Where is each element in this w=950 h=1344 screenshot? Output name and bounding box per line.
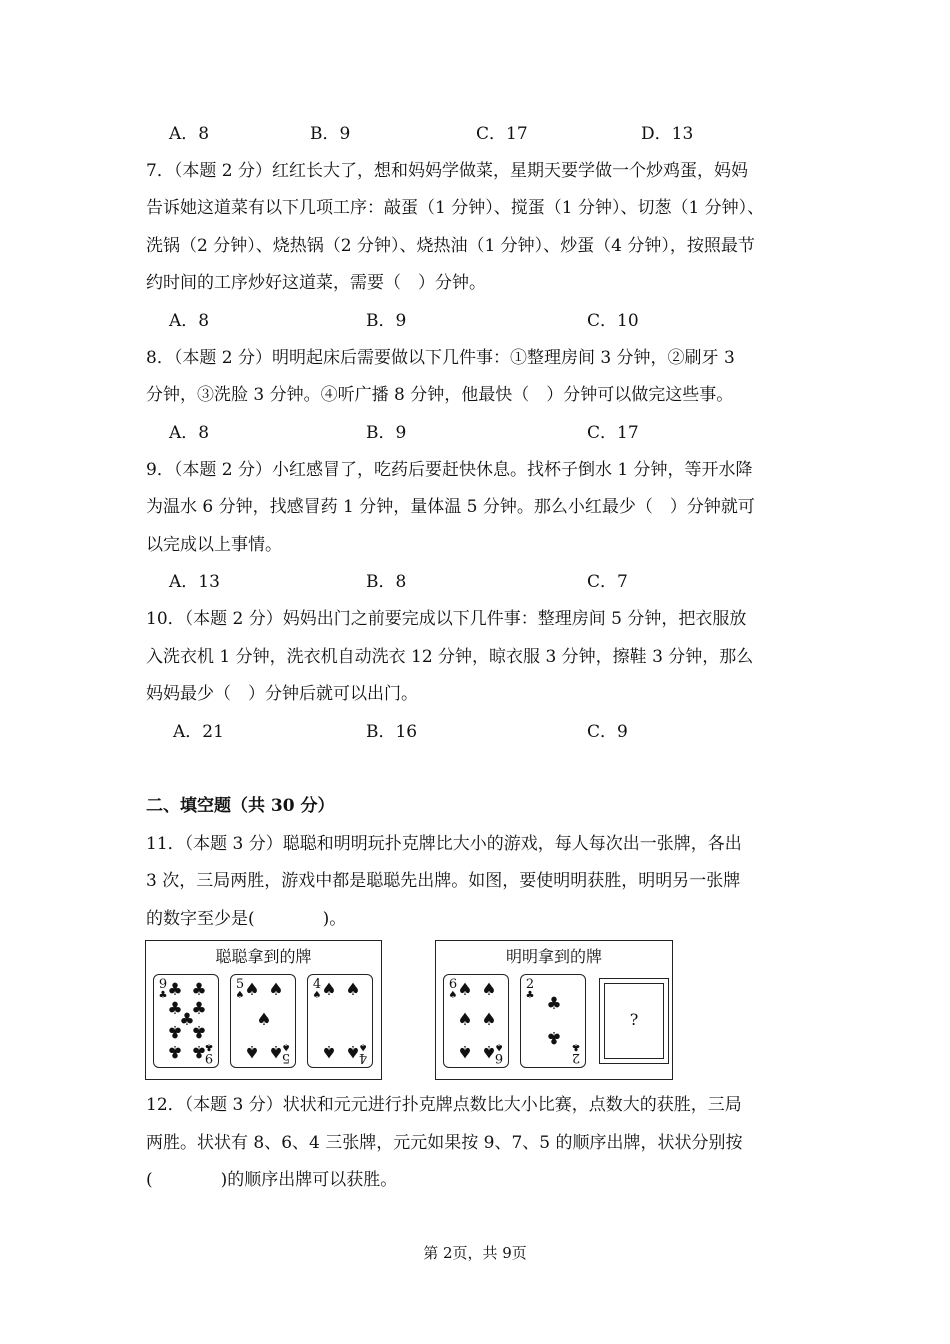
card-suit: ♠ — [494, 1041, 504, 1052]
spade-icon: ♠ — [481, 980, 497, 1000]
club-icon: ♣ — [191, 1041, 207, 1061]
card-rank: 2 — [525, 977, 535, 992]
q10-option-c: C．9 — [587, 722, 628, 742]
figure-title: 明明拿到的牌 — [505, 947, 602, 966]
card-suit: ♠ — [235, 990, 245, 1001]
q7-line: 告诉她这道菜有以下几项工序：敲蛋（1 分钟）、搅蛋（1 分钟）、切葱（1 分钟）、 — [146, 198, 765, 218]
q7-line: 约时间的工序炒好这道菜，需要（ ）分钟。 — [146, 273, 486, 293]
card-suit: ♣ — [571, 1041, 581, 1052]
club-icon: ♣ — [191, 980, 207, 1000]
club-icon: ♣ — [167, 1041, 183, 1061]
club-icon: ♣ — [546, 1027, 562, 1047]
card-rank: 4 — [358, 1050, 368, 1065]
q10-option-a: A．21 — [173, 722, 224, 742]
spade-icon: ♠ — [345, 980, 361, 1000]
q6-option-a: A．8 — [169, 124, 210, 144]
q7-line: 洗锅（2 分钟）、烧热锅（2 分钟）、烧热油（1 分钟）、炒蛋（4 分钟），按照最节 — [146, 236, 755, 256]
q7-option-a: A．8 — [169, 311, 210, 331]
card-suit: ♣ — [158, 990, 168, 1001]
q9-option-a: A．13 — [169, 572, 220, 592]
q7-line: 7．（本题 2 分）红红长大了，想和妈妈学做菜，星期天要学做一个炒鸡蛋，妈妈 — [146, 161, 748, 181]
q6-option-b: B．9 — [310, 124, 351, 144]
q9-line: 9．（本题 2 分）小红感冒了，吃药后要赶快休息。找杯子倒水 1 分钟，等开水降 — [146, 460, 753, 480]
card-rank: 6 — [448, 977, 458, 992]
spade-icon: ♠ — [244, 1041, 260, 1061]
unknown-card — [599, 978, 669, 1064]
q10-option-b: B．16 — [366, 722, 418, 742]
card-rank: 5 — [235, 977, 245, 992]
card-corner — [570, 1041, 582, 1064]
card-suit: ♠ — [448, 990, 458, 1001]
q9-line: 以完成以上事情。 — [146, 535, 282, 555]
q10-line: 妈妈最少（ ）分钟后就可以出门。 — [146, 684, 418, 704]
club-icon: ♣ — [191, 1021, 207, 1041]
spade-icon: ♠ — [244, 980, 260, 1000]
spade-icon: ♠ — [457, 1010, 473, 1030]
q8-option-b: B．9 — [366, 423, 407, 443]
card-rank: 6 — [494, 1050, 504, 1065]
q12-line: 12．（本题 3 分）状状和元元进行扑克牌点数比大小比赛，点数大的获胜，三局 — [146, 1095, 742, 1115]
spade-icon: ♠ — [268, 1041, 284, 1061]
q9-line: 为温水 6 分钟，找感冒药 1 分钟，量体温 5 分钟。那么小红最少（ ）分钟就可 — [146, 497, 755, 517]
q8-option-c: C．17 — [587, 423, 639, 443]
spade-icon: ♠ — [321, 1041, 337, 1061]
spade-icon: ♠ — [481, 1041, 497, 1061]
club-icon: ♣ — [167, 980, 183, 1000]
club-icon: ♣ — [167, 1021, 183, 1041]
q10-line: 入洗衣机 1 分钟，洗衣机自动洗衣 12 分钟，晾衣服 3 分钟，擦鞋 3 分钟，那么 — [146, 647, 754, 667]
spade-icon: ♠ — [345, 1041, 361, 1061]
spade-icon: ♠ — [321, 980, 337, 1000]
q11-line: 3 次，三局两胜，游戏中都是聪聪先出牌。如图，要使明明获胜，明明另一张牌 — [146, 871, 741, 891]
q12-line: ( )的顺序出牌可以获胜。 — [146, 1170, 398, 1190]
q7-option-c: C．10 — [587, 311, 639, 331]
q7-option-b: B．9 — [366, 311, 407, 331]
card-suit: ♠ — [281, 1041, 291, 1052]
card-rank: 4 — [312, 977, 322, 992]
figure-title: 聪聪拿到的牌 — [215, 947, 312, 966]
q10-line: 10．（本题 2 分）妈妈出门之前要完成以下几件事：整理房间 5 分钟，把衣服放 — [146, 609, 747, 629]
section-title: 二、填空题（共 30 分） — [146, 796, 335, 816]
playing-card — [153, 974, 219, 1068]
club-icon: ♣ — [546, 994, 562, 1014]
spade-icon: ♠ — [268, 980, 284, 1000]
q11-line: 的数字至少是( )。 — [146, 909, 347, 929]
card-suit: ♠ — [358, 1041, 368, 1052]
q12-line: 两胜。状状有 8、6、4 三张牌，元元如果按 9、7、5 的顺序出牌，状状分别按 — [146, 1133, 743, 1153]
club-icon: ♣ — [179, 1010, 195, 1030]
card-rank: 9 — [204, 1050, 214, 1065]
q8-line: 分钟，③洗脸 3 分钟。④听广播 8 分钟，他最快（ ）分钟可以做完这些事。 — [146, 385, 734, 405]
page-footer: 第 2页，共 9页 — [423, 1244, 527, 1262]
spade-icon: ♠ — [256, 1010, 272, 1030]
q11-line: 11．（本题 3 分）聪聪和明明玩扑克牌比大小的游戏，每人每次出一张牌，各出 — [146, 834, 742, 854]
playing-card — [307, 974, 373, 1068]
spade-icon: ♠ — [481, 1010, 497, 1030]
card-suit: ♠ — [312, 990, 322, 1001]
card-corner — [524, 978, 536, 1001]
card-rank: 9 — [158, 977, 168, 992]
card-suit: ♣ — [525, 990, 535, 1001]
club-icon: ♣ — [167, 999, 183, 1019]
card-rank: 2 — [571, 1050, 581, 1065]
spade-icon: ♠ — [457, 1041, 473, 1061]
card-suit: ♣ — [204, 1041, 214, 1052]
playing-card — [230, 974, 296, 1068]
q8-option-a: A．8 — [169, 423, 210, 443]
q9-option-c: C．7 — [587, 572, 628, 592]
mingming-cards-figure — [435, 940, 673, 1080]
card-rank: 5 — [281, 1050, 291, 1065]
club-icon: ♣ — [191, 999, 207, 1019]
spade-icon: ♠ — [457, 980, 473, 1000]
q8-line: 8．（本题 2 分）明明起床后需要做以下几件事：①整理房间 3 分钟，②刷牙 3 — [146, 348, 735, 368]
congcong-cards-figure — [145, 940, 382, 1080]
q6-option-d: D．13 — [641, 124, 694, 144]
q6-option-c: C．17 — [476, 124, 528, 144]
playing-card — [520, 974, 586, 1068]
playing-card — [443, 974, 509, 1068]
question-mark: ? — [629, 1010, 639, 1029]
q9-option-b: B．8 — [366, 572, 407, 592]
